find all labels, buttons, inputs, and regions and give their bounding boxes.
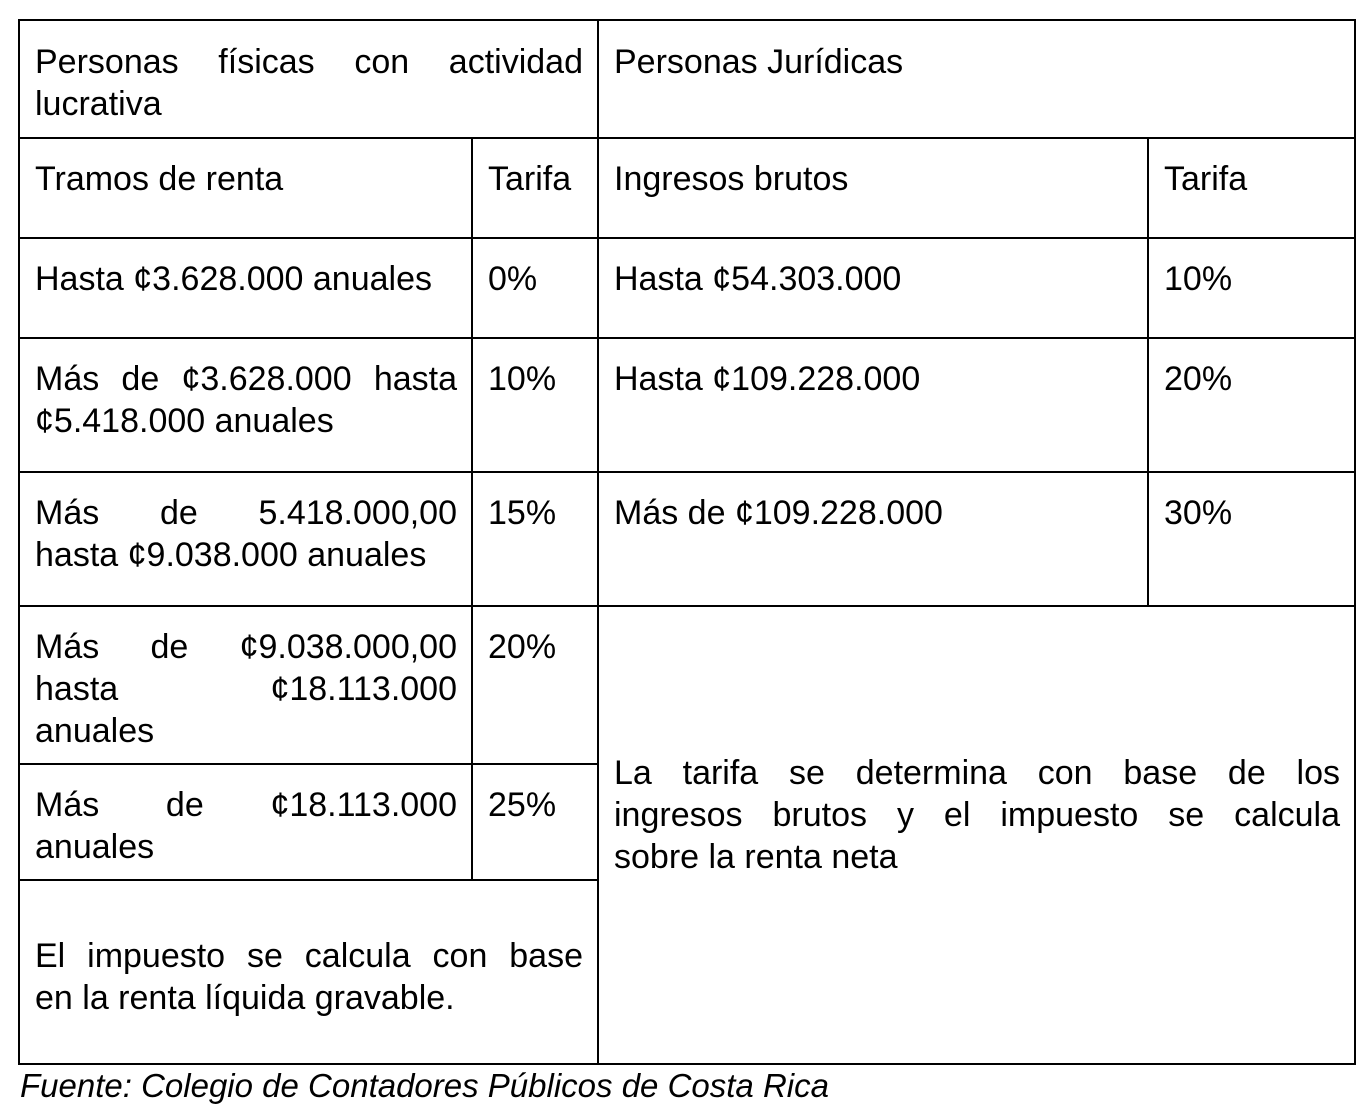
fisicas-tramo-cell: Hasta ¢3.628.000 anuales [19,238,472,338]
tramo-line: hasta ¢9.038.000 anuales [35,536,427,574]
fisicas-tramo-cell [19,338,472,472]
juridicas-tarifa-cell: 10% [1148,238,1355,338]
juridicas-ingresos-cell: Hasta ¢109.228.000 [598,338,1148,472]
tramo-line: Más de ¢18.113.000 [35,786,457,824]
tramo-line: Más de ¢3.628.000 hasta [35,360,457,398]
header-row [19,20,1355,138]
header-fisicas-line2: lucrativa [35,85,162,123]
subheader-ingresos: Ingresos brutos [598,138,1148,238]
table-row [19,606,1355,764]
subheader-tarifa-fisicas: Tarifa [472,138,598,238]
juridicas-ingresos-cell: Hasta ¢54.303.000 [598,238,1148,338]
tramo-line: Más de ¢9.038.000,00 [35,628,457,666]
tramo-line: ¢5.418.000 anuales [35,402,334,440]
table-row [19,338,1355,472]
header-personas-fisicas [19,20,598,138]
fisicas-note-cell [19,880,598,1064]
tramo-line: Más de 5.418.000,00 [35,494,457,532]
tramo-line: anuales [35,828,155,866]
fisicas-tarifa-cell: 10% [472,338,598,472]
subheader-tarifa-juridicas: Tarifa [1148,138,1355,238]
table-row [19,472,1355,606]
fisicas-tramo-cell [19,472,472,606]
fisicas-tramo-cell [19,764,472,880]
fisicas-tramo-cell [19,606,472,764]
subheader-tramos: Tramos de renta [19,138,472,238]
header-fisicas-line1: Personas físicas con actividad [35,43,583,81]
subheader-row [19,138,1355,238]
juridicas-ingresos-cell: Más de ¢109.228.000 [598,472,1148,606]
fisicas-tarifa-cell: 0% [472,238,598,338]
juridicas-tarifa-cell: 30% [1148,472,1355,606]
fisicas-note-line: en la renta líquida gravable. [35,979,455,1017]
fisicas-tarifa-cell: 15% [472,472,598,606]
header-personas-juridicas: Personas Jurídicas [598,20,1355,138]
tramo-line: anuales [35,712,155,750]
fisicas-tarifa-cell: 20% [472,606,598,764]
tax-rate-table [18,19,1356,1065]
juridicas-note-line: ingresos brutos y el impuesto se calcula [614,796,1341,834]
fisicas-note-line: El impuesto se calcula con base [35,937,583,975]
source-note: Fuente: Colegio de Contadores Públicos de Costa Rica [20,1067,829,1104]
juridicas-tarifa-cell: 20% [1148,338,1355,472]
table-row [19,238,1355,338]
tramo-line: hasta ¢18.113.000 [35,670,457,708]
juridicas-note-line: La tarifa se determina con base de los [614,754,1341,792]
juridicas-note-cell [598,606,1355,1064]
juridicas-note-line: sobre la renta neta [614,838,898,876]
fisicas-tarifa-cell: 25% [472,764,598,880]
